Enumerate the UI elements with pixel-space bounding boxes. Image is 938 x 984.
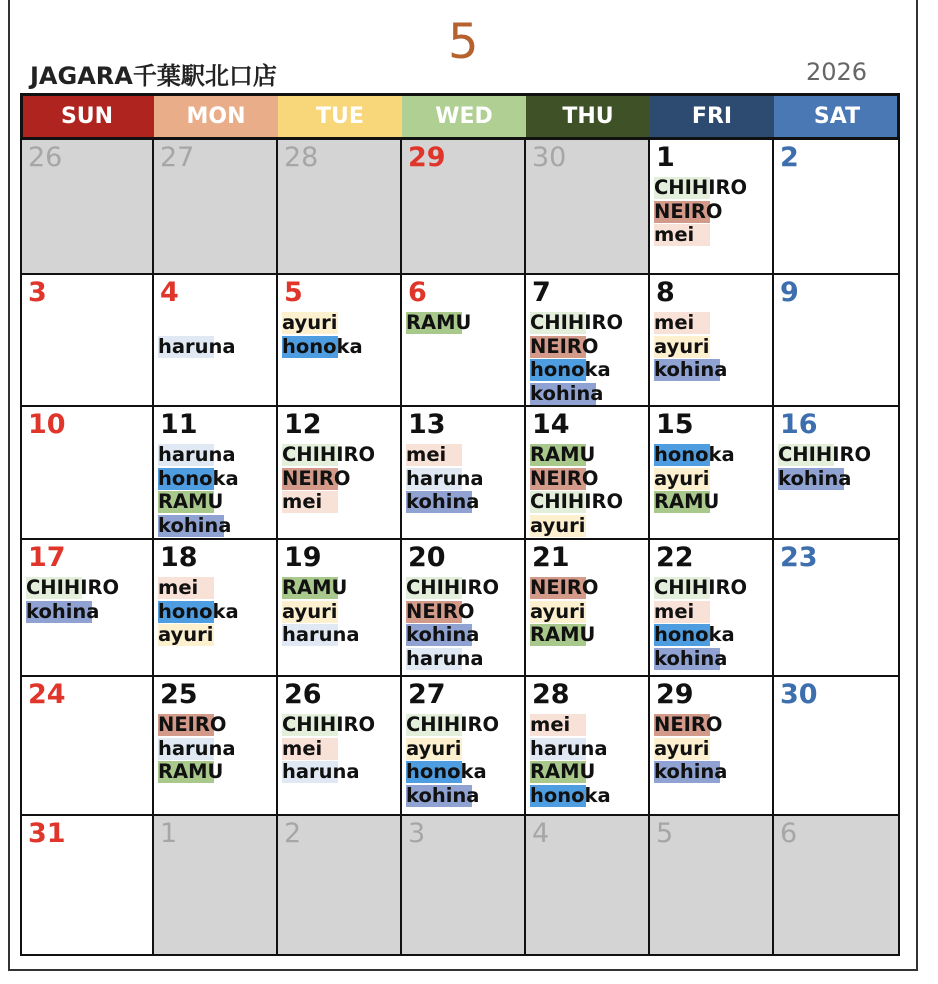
weekday-tue: TUE xyxy=(278,93,402,140)
day-cell[interactable] xyxy=(402,140,526,275)
day-cell[interactable] xyxy=(774,140,900,275)
day-cell[interactable] xyxy=(278,816,402,956)
staff-name-text: ayuri xyxy=(654,736,710,760)
day-number: 5 xyxy=(656,818,674,849)
day-number: 30 xyxy=(780,679,818,710)
staff-name-text: mei xyxy=(654,311,695,334)
staff-name-text: ayuri xyxy=(654,466,710,490)
staff-list xyxy=(158,443,278,537)
staff-name-text: mei xyxy=(530,713,571,736)
staff-name-text: kohina xyxy=(406,783,480,807)
day-number: 2 xyxy=(284,818,302,849)
day-number: 2 xyxy=(780,142,799,173)
staff-name xyxy=(654,335,774,359)
staff-name-text: kohina xyxy=(530,381,604,405)
staff-name-text: CHIHIRO xyxy=(530,490,624,513)
day-number: 31 xyxy=(28,818,66,849)
staff-name-text: kohina xyxy=(406,490,480,513)
day-cell[interactable] xyxy=(402,275,526,407)
staff-name-text: kohina xyxy=(654,358,728,381)
staff-name xyxy=(158,467,278,491)
day-number: 13 xyxy=(408,409,446,440)
day-number: 8 xyxy=(656,277,675,308)
staff-name-text: ayuri xyxy=(282,599,338,623)
weekday-sat: SAT xyxy=(774,93,900,140)
staff-list xyxy=(530,311,650,405)
day-number: 4 xyxy=(160,277,179,308)
staff-list xyxy=(530,713,650,807)
staff-name-text: NEIRO xyxy=(530,576,599,599)
store-name: JAGARA千葉駅北口店 xyxy=(30,62,277,90)
staff-name xyxy=(654,311,774,335)
day-number: 19 xyxy=(284,542,322,573)
staff-name xyxy=(530,382,650,406)
staff-name-text: CHIHIRO xyxy=(530,311,624,334)
staff-name-text: haruna xyxy=(406,646,484,670)
staff-list xyxy=(654,311,774,382)
day-number: 9 xyxy=(780,277,799,308)
day-number: 22 xyxy=(656,542,694,573)
day-cell[interactable] xyxy=(154,140,278,275)
day-cell[interactable] xyxy=(402,540,526,677)
staff-name xyxy=(530,760,650,784)
day-cell[interactable] xyxy=(402,816,526,956)
staff-name-text: CHIHIRO xyxy=(282,443,376,466)
staff-name-text: haruna xyxy=(406,466,484,490)
staff-name xyxy=(654,200,774,224)
staff-name xyxy=(530,443,650,467)
staff-name-text: mei xyxy=(406,443,447,466)
staff-name-text: NEIRO xyxy=(654,199,723,223)
day-cell[interactable] xyxy=(278,275,402,407)
staff-name-text: RAMU xyxy=(530,443,596,466)
day-number: 24 xyxy=(28,679,66,710)
day-cell[interactable] xyxy=(526,407,650,540)
day-number: 11 xyxy=(160,409,198,440)
staff-name-text: CHIHIRO xyxy=(282,713,376,736)
staff-name xyxy=(654,713,774,737)
staff-name xyxy=(530,467,650,491)
day-cell[interactable] xyxy=(278,407,402,540)
staff-name xyxy=(158,443,278,467)
staff-name-text: honoka xyxy=(406,760,487,783)
day-number: 23 xyxy=(780,542,818,573)
day-cell[interactable] xyxy=(774,540,900,677)
staff-list xyxy=(26,576,146,623)
day-cell[interactable] xyxy=(20,275,154,407)
staff-name xyxy=(158,490,278,514)
staff-name-text: CHIHIRO xyxy=(406,713,500,736)
staff-name-text: RAMU xyxy=(282,576,348,599)
staff-name xyxy=(26,600,146,624)
staff-name-text: CHIHIRO xyxy=(26,576,120,599)
staff-name-text: ayuri xyxy=(158,623,214,646)
staff-name xyxy=(654,647,774,671)
staff-name xyxy=(530,358,650,382)
day-cell[interactable] xyxy=(402,677,526,816)
staff-name-text: honoka xyxy=(654,623,735,646)
staff-name xyxy=(282,467,402,491)
staff-name xyxy=(530,514,650,538)
staff-list xyxy=(778,443,898,490)
staff-name-text: NEIRO xyxy=(158,713,227,736)
staff-name xyxy=(654,623,774,647)
staff-name-text: ayuri xyxy=(654,334,710,358)
staff-name xyxy=(406,490,526,514)
day-number: 17 xyxy=(28,542,66,573)
day-cell[interactable] xyxy=(774,677,900,816)
staff-name-text: haruna xyxy=(158,736,236,760)
day-cell[interactable] xyxy=(20,816,154,956)
day-cell[interactable] xyxy=(526,140,650,275)
staff-name-text: honoka xyxy=(654,443,735,466)
staff-name xyxy=(406,760,526,784)
year-label: 2026 xyxy=(806,58,868,86)
staff-name xyxy=(406,623,526,647)
staff-name-text: ayuri xyxy=(406,736,462,760)
staff-list xyxy=(282,713,402,784)
staff-name xyxy=(530,576,650,600)
day-number: 5 xyxy=(284,277,303,308)
staff-name-text: mei xyxy=(158,576,199,599)
staff-name-text: RAMU xyxy=(406,311,472,334)
staff-list xyxy=(158,311,278,358)
staff-name xyxy=(158,576,278,600)
staff-name-text: CHIHIRO xyxy=(654,576,748,599)
day-cell[interactable] xyxy=(650,540,774,677)
staff-name-text: haruna xyxy=(282,760,360,783)
staff-name xyxy=(406,467,526,491)
day-number: 30 xyxy=(532,142,567,173)
staff-name-text: kohina xyxy=(26,599,100,623)
day-cell[interactable] xyxy=(526,275,650,407)
day-number: 3 xyxy=(408,818,426,849)
staff-name-text: RAMU xyxy=(158,760,224,783)
staff-name xyxy=(406,713,526,737)
staff-name xyxy=(406,576,526,600)
staff-name xyxy=(158,760,278,784)
staff-name xyxy=(778,467,898,491)
staff-list xyxy=(654,576,774,670)
day-number: 25 xyxy=(160,679,198,710)
day-number: 4 xyxy=(532,818,550,849)
day-number: 12 xyxy=(284,409,322,440)
day-number: 6 xyxy=(408,277,427,308)
day-number: 28 xyxy=(532,679,570,710)
staff-name xyxy=(654,737,774,761)
staff-list xyxy=(654,443,774,514)
day-cell[interactable] xyxy=(774,407,900,540)
staff-name xyxy=(282,713,402,737)
staff-name xyxy=(654,760,774,784)
staff-list xyxy=(158,713,278,784)
staff-name xyxy=(530,713,650,737)
staff-name xyxy=(282,623,402,647)
staff-name-text: ayuri xyxy=(530,599,586,623)
staff-name-text: mei xyxy=(282,490,323,513)
weekday-mon: MON xyxy=(154,93,278,140)
staff-list xyxy=(530,443,650,537)
weekday-fri: FRI xyxy=(650,93,774,140)
staff-name xyxy=(530,600,650,624)
staff-name-text: haruna xyxy=(282,623,360,646)
day-number: 27 xyxy=(160,142,195,173)
staff-name-text: honoka xyxy=(530,358,611,381)
day-cell[interactable] xyxy=(154,275,278,407)
day-cell[interactable] xyxy=(154,816,278,956)
staff-name-text: NEIRO xyxy=(406,599,475,623)
day-number: 21 xyxy=(532,542,570,573)
staff-name-text: kohina xyxy=(654,646,728,670)
staff-name xyxy=(282,443,402,467)
staff-list xyxy=(406,311,526,335)
staff-name xyxy=(282,600,402,624)
day-number: 18 xyxy=(160,542,198,573)
staff-name xyxy=(530,784,650,808)
day-cell[interactable] xyxy=(278,540,402,677)
staff-name-text: NEIRO xyxy=(654,713,723,736)
staff-name xyxy=(530,737,650,761)
day-cell[interactable] xyxy=(278,140,402,275)
staff-name-text: haruna xyxy=(158,443,236,466)
day-cell[interactable] xyxy=(526,677,650,816)
day-number: 20 xyxy=(408,542,446,573)
staff-name xyxy=(654,223,774,247)
staff-name xyxy=(530,623,650,647)
staff-name-text: RAMU xyxy=(530,623,596,646)
staff-list xyxy=(406,576,526,670)
staff-name xyxy=(158,623,278,647)
day-cell[interactable] xyxy=(154,540,278,677)
staff-name xyxy=(406,784,526,808)
staff-name xyxy=(158,514,278,538)
staff-name-text: CHIHIRO xyxy=(406,576,500,599)
staff-name-text: kohina xyxy=(158,513,232,537)
day-number: 29 xyxy=(408,142,446,173)
staff-name-text: NEIRO xyxy=(530,466,599,490)
staff-name-text: RAMU xyxy=(654,490,720,513)
day-number: 16 xyxy=(780,409,818,440)
staff-name xyxy=(282,311,402,335)
day-cell[interactable] xyxy=(20,540,154,677)
staff-name-text: mei xyxy=(654,599,695,623)
staff-name xyxy=(282,490,402,514)
staff-name-text: honoka xyxy=(282,334,363,358)
staff-name xyxy=(406,311,526,335)
day-number: 29 xyxy=(656,679,694,710)
staff-name-text: NEIRO xyxy=(530,334,599,358)
staff-name xyxy=(654,576,774,600)
staff-name xyxy=(654,600,774,624)
staff-name-text: RAMU xyxy=(158,490,224,513)
day-cell[interactable] xyxy=(650,275,774,407)
staff-name xyxy=(406,647,526,671)
day-number: 15 xyxy=(656,409,694,440)
day-cell[interactable] xyxy=(650,407,774,540)
day-number: 26 xyxy=(28,142,63,173)
staff-list xyxy=(654,713,774,784)
day-cell[interactable] xyxy=(402,407,526,540)
staff-name xyxy=(654,176,774,200)
day-cell[interactable] xyxy=(650,140,774,275)
staff-list xyxy=(282,576,402,647)
weekday-thu: THU xyxy=(526,93,650,140)
staff-name xyxy=(282,576,402,600)
weekday-sun: SUN xyxy=(20,93,154,140)
staff-name xyxy=(654,467,774,491)
staff-name xyxy=(282,760,402,784)
day-cell[interactable] xyxy=(526,540,650,677)
staff-name-text: ayuri xyxy=(282,311,338,334)
day-cell[interactable] xyxy=(154,677,278,816)
day-number: 6 xyxy=(780,818,798,849)
staff-name-text: mei xyxy=(282,736,323,760)
staff-name xyxy=(654,443,774,467)
day-number: 28 xyxy=(284,142,319,173)
day-cell[interactable] xyxy=(20,140,154,275)
staff-name-text: honoka xyxy=(530,783,611,807)
staff-list xyxy=(282,311,402,358)
staff-list xyxy=(654,176,774,247)
day-cell[interactable] xyxy=(154,407,278,540)
staff-name xyxy=(530,311,650,335)
staff-name xyxy=(282,737,402,761)
staff-name-text: haruna xyxy=(158,334,236,358)
staff-name xyxy=(158,600,278,624)
staff-name xyxy=(530,490,650,514)
day-number: 3 xyxy=(28,277,47,308)
staff-name xyxy=(406,737,526,761)
day-cell[interactable] xyxy=(20,677,154,816)
staff-name xyxy=(654,490,774,514)
day-number: 10 xyxy=(28,409,66,440)
day-cell[interactable] xyxy=(20,407,154,540)
staff-name xyxy=(406,600,526,624)
day-cell[interactable] xyxy=(526,816,650,956)
day-number: 1 xyxy=(160,818,178,849)
staff-list xyxy=(282,443,402,514)
staff-name xyxy=(158,737,278,761)
staff-name-text: kohina xyxy=(654,760,728,783)
staff-name-text: ayuri xyxy=(530,513,586,537)
staff-name-text: CHIHIRO xyxy=(654,176,748,199)
staff-name xyxy=(158,335,278,359)
staff-name xyxy=(158,713,278,737)
day-cell[interactable] xyxy=(650,816,774,956)
staff-name xyxy=(778,443,898,467)
staff-name-text: CHIHIRO xyxy=(778,443,872,466)
staff-name xyxy=(26,576,146,600)
day-cell[interactable] xyxy=(774,816,900,956)
staff-list xyxy=(530,576,650,647)
weekday-wed: WED xyxy=(402,93,526,140)
day-cell[interactable] xyxy=(650,677,774,816)
calendar-grid xyxy=(20,93,902,956)
staff-name xyxy=(530,335,650,359)
staff-name-text: honoka xyxy=(158,466,239,490)
staff-name xyxy=(282,335,402,359)
day-cell[interactable] xyxy=(774,275,900,407)
staff-name xyxy=(654,358,774,382)
month-number: 5 xyxy=(448,14,479,70)
staff-list xyxy=(406,443,526,514)
staff-name-text: kohina xyxy=(778,466,852,490)
day-number: 27 xyxy=(408,679,446,710)
staff-list xyxy=(158,576,278,647)
staff-name-text: haruna xyxy=(530,736,608,760)
staff-list xyxy=(406,713,526,807)
day-number: 7 xyxy=(532,277,551,308)
staff-name-text: RAMU xyxy=(530,760,596,783)
day-number: 26 xyxy=(284,679,322,710)
day-number: 14 xyxy=(532,409,570,440)
staff-name-text: mei xyxy=(654,223,695,246)
staff-name-text: kohina xyxy=(406,623,480,646)
staff-name-text: honoka xyxy=(158,599,239,623)
day-number: 1 xyxy=(656,142,675,173)
day-cell[interactable] xyxy=(278,677,402,816)
staff-name xyxy=(406,443,526,467)
staff-name-text: NEIRO xyxy=(282,466,351,490)
staff-name xyxy=(158,311,278,335)
